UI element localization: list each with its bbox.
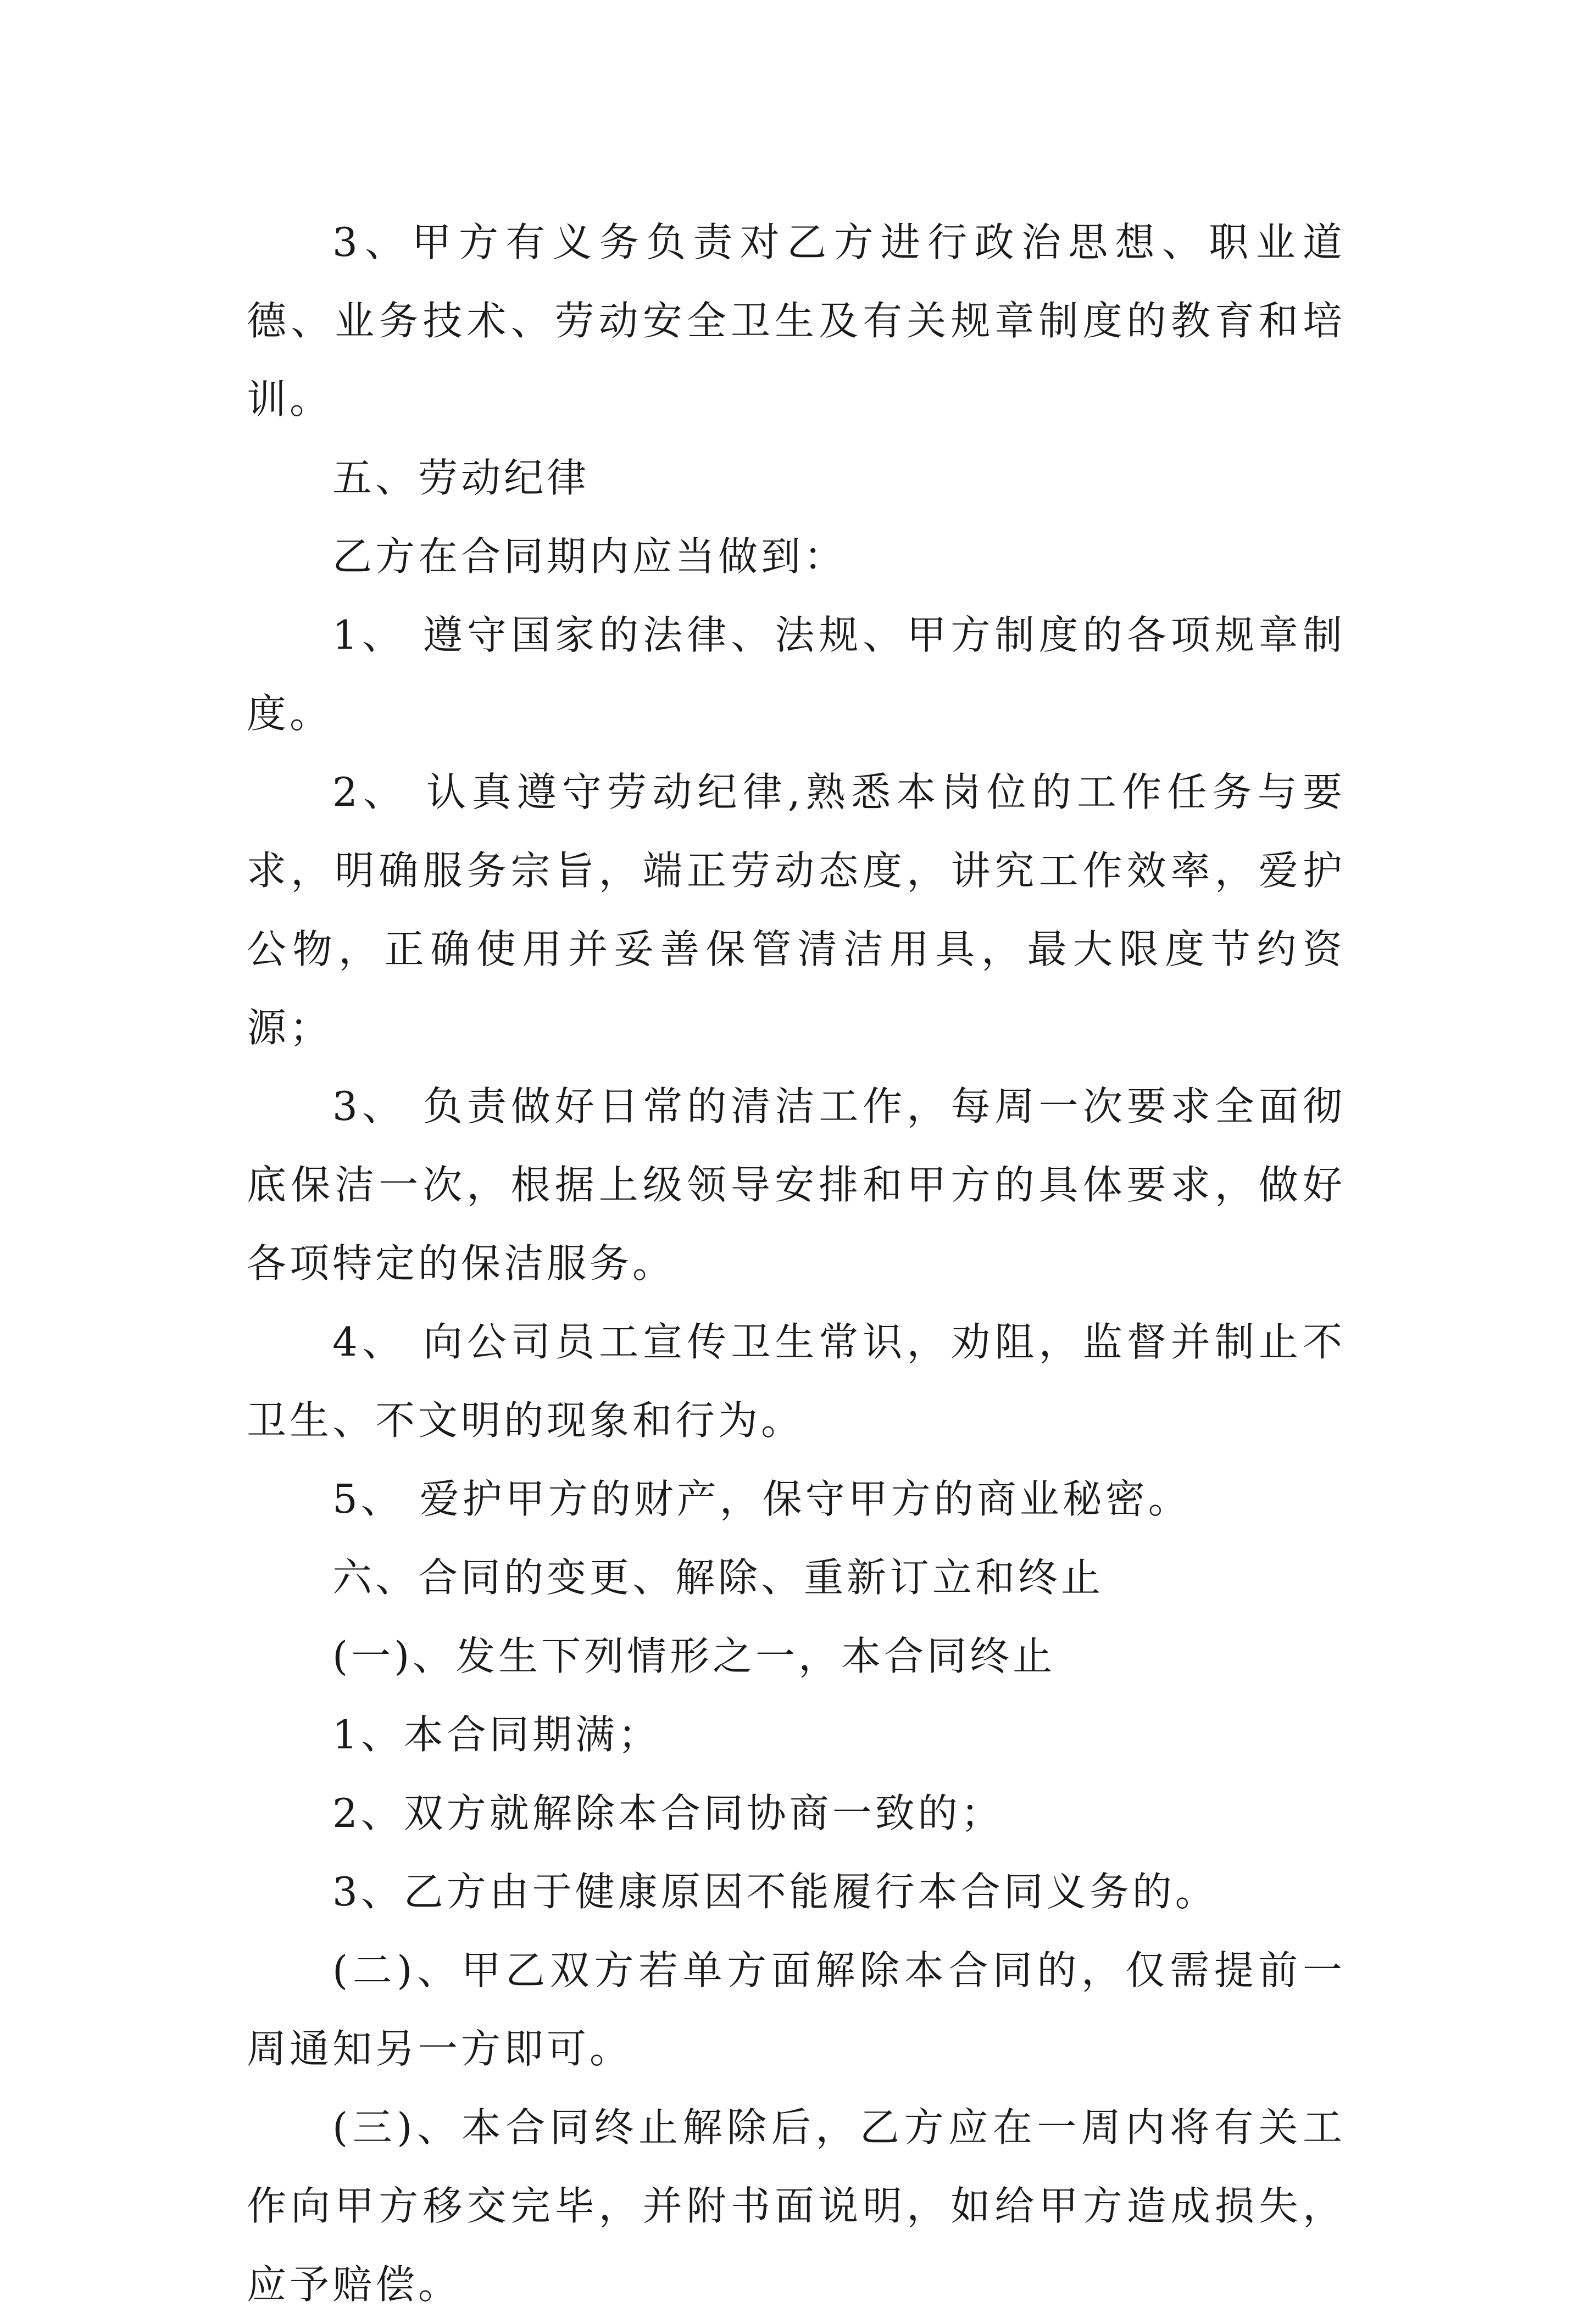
paragraph-handover: (三)、本合同终止解除后，乙方应在一周内将有关工作向甲方移交完毕，并附书面说明，如给甲方造成损失，应予赔偿。 [247,2104,1346,2308]
paragraph-item-3: 3、 负责做好日常的清洁工作，每周一次要求全面彻底保洁一次，根据上级领导安排和甲方的具体要求，做好各项特定的保洁服务。 [247,1083,1346,1286]
paragraph-item-5: 5、 爱护甲方的财产，保守甲方的商业秘密。 [332,1476,1191,1522]
paragraph-termination-3: 3、乙方由于健康原因不能履行本合同义务的。 [332,1869,1218,1915]
section-heading-labor-discipline: 五、劳动纪律 [332,455,590,501]
document-body [247,203,1346,2324]
paragraph-unilateral-termination: (二)、甲乙双方若单方面解除本合同的，仅需提前一周通知另一方即可。 [247,1947,1346,2072]
paragraph-item-1: 1、 遵守国家的法律、法规、甲方制度的各项规章制度。 [247,612,1346,737]
paragraph-item-4: 4、 向公司员工宣传卫生常识，劝阻，监督并制止不卫生、不文明的现象和行为。 [247,1319,1346,1444]
paragraph-item-2: 2、 认真遵守劳动纪律,熟悉本岗位的工作任务与要求，明确服务宗旨，端正劳动态度，讲究工作效率，爱护公物，正确使用并妥善保管清洁用具，最大限度节约资源； [247,769,1346,1051]
paragraph-termination-1: 1、本合同期满； [332,1712,661,1758]
paragraph-termination-conditions: (一)、发生下列情形之一，本合同终止 [332,1633,1056,1679]
paragraph-termination-2: 2、双方就解除本合同协商一致的； [332,1790,1004,1836]
paragraph-training-duty: 3、甲方有义务负责对乙方进行政治思想、职业道德、业务技术、劳动安全卫生及有关规章制度的教育和培训。 [247,219,1346,422]
section-heading-contract-changes: 六、合同的变更、解除、重新订立和终止 [332,1554,1104,1601]
paragraph-obligations-intro: 乙方在合同期内应当做到： [332,533,847,579]
